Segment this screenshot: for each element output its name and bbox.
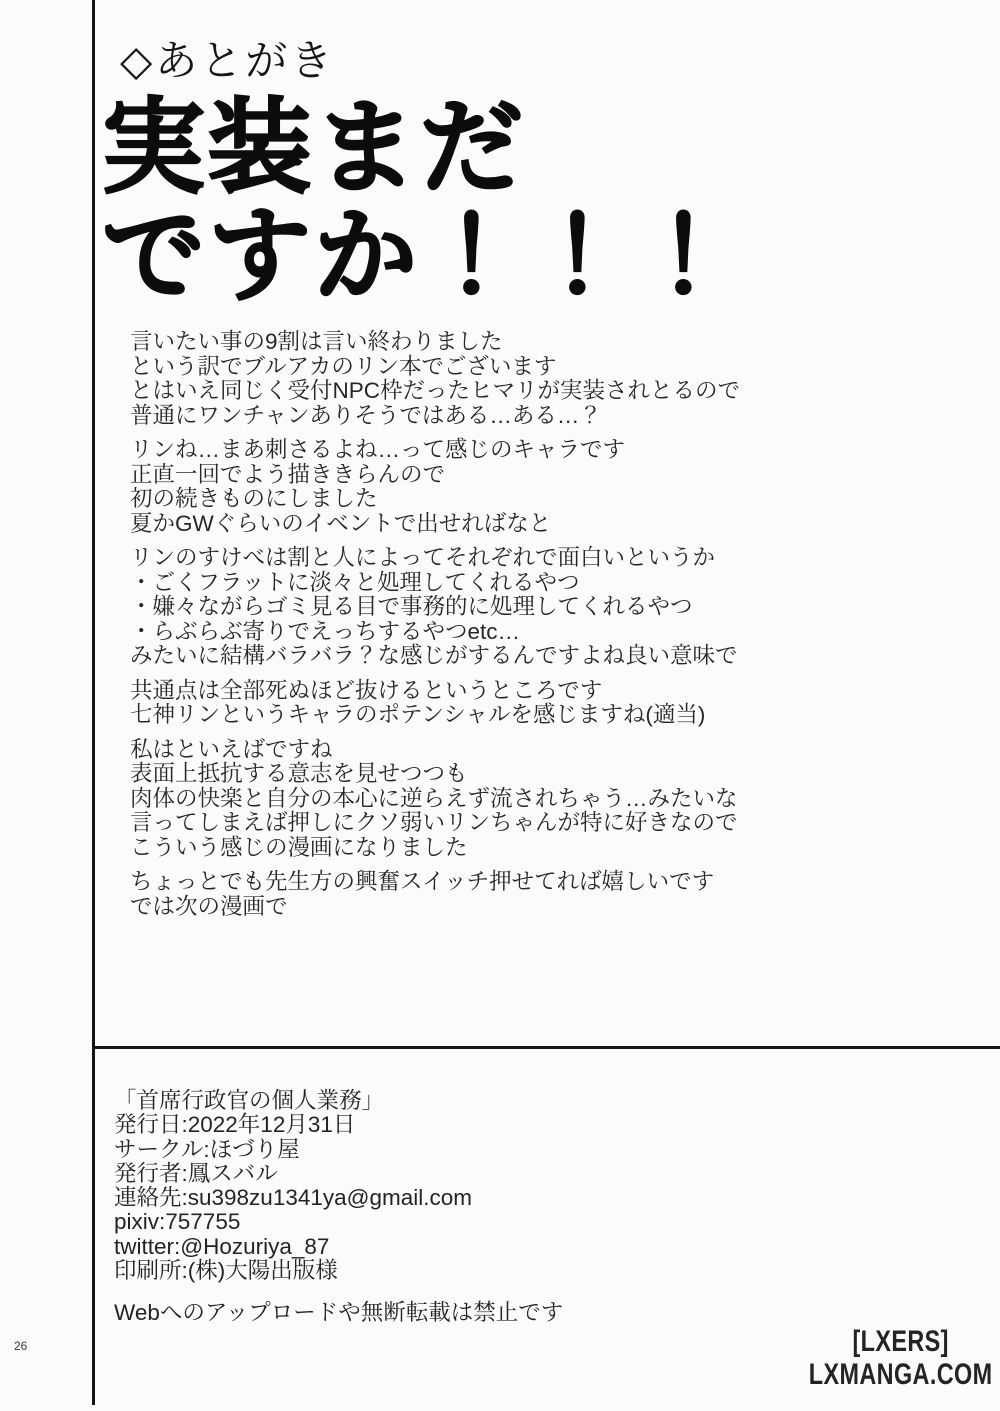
body-line: 言ってしまえば押しにクソ弱いリンちゃんが特に好きなので (130, 810, 738, 835)
paragraph (130, 679, 740, 728)
afterword-section-label: ◇あとがき (120, 37, 336, 84)
colophon-printer: 印刷所:(株)大陽出版様 (114, 1258, 338, 1284)
paragraph (130, 870, 740, 919)
page-left-border-line (92, 0, 95, 1405)
body-line: 肉体の快楽と自分の本心に逆らえず流されちゃう…みたいな (130, 785, 738, 811)
colophon-pixiv-id: pixiv:757755 (114, 1209, 241, 1235)
body-line: 普通にワンチャンありそうではある…ある…？ (130, 402, 602, 428)
body-line: こういう感じの漫画になりました (130, 834, 468, 860)
body-line: ちょっとでも先生方の興奮スイッチ押せてれば嬉しいです (130, 869, 715, 894)
colophon-divider-line (92, 1046, 1000, 1049)
paragraph (130, 738, 740, 861)
watermark-tag: [LXERS] (851, 1325, 949, 1358)
afterword-title (102, 90, 738, 313)
body-line: 言いたい事の9割は言い終わりました (130, 329, 503, 354)
colophon-publish-date: 発行日:2022年12月31日 (114, 1112, 356, 1138)
afterword-body (130, 330, 740, 919)
colophon-contact-email: 連絡先:su398zu1341ya@gmail.com (114, 1185, 473, 1211)
page-number: 26 (14, 1339, 28, 1353)
body-line: リンのすけべは割と人によってそれぞれで面白いというか (130, 545, 716, 570)
body-line: という訳でブルアカのリン本でございます (130, 353, 557, 379)
paragraph (130, 330, 740, 428)
body-line: ・嫌々ながらゴミ見る目で事務的に処理してくれるやつ (130, 594, 693, 619)
body-line: 初の続きものにしました (130, 486, 378, 511)
body-line: みたいに結構バラバラ？な感じがするんですよね良い意味で (130, 643, 738, 668)
body-line: 表面上抵抗する意志を見せつつも (130, 761, 468, 786)
body-line: 七神リンというキャラのポテンシャルを感じますね(適当) (130, 702, 706, 727)
paragraph (130, 438, 740, 536)
body-line: リンね…まあ刺さるよね…って感じのキャラです (130, 437, 626, 462)
body-line: 共通点は全部死ぬほど抜けるというところです (130, 677, 603, 703)
body-line: ・らぶらぶ寄りでえっちするやつetc… (130, 618, 521, 644)
colophon-title: 「首席行政官の個人業務」 (114, 1088, 385, 1113)
body-line: ・ごくフラットに淡々と処理してくれるやつ (130, 569, 580, 595)
afterword-title-line-1: 実装まだ (102, 90, 526, 205)
paragraph (130, 546, 740, 669)
colophon-circle: サークル:ほづり屋 (114, 1136, 300, 1162)
body-line: とはいえ同じく受付NPC枠だったヒマリが実装されとるので (130, 378, 741, 403)
colophon-publisher: 発行者:鳳スバル (114, 1160, 278, 1186)
watermark-site-url: LXMANGA.COM (808, 1358, 992, 1391)
colophon (114, 1089, 472, 1283)
body-line: 私はといえばですね (130, 736, 333, 762)
afterword-title-line-2: ですか！！！ (102, 198, 738, 313)
body-line: では次の漫画で (130, 893, 288, 919)
body-line: 正直一回でよう描ききらんので (130, 461, 446, 487)
site-watermark (808, 1325, 992, 1391)
colophon-twitter-handle: twitter:@Hozuriya_87 (114, 1233, 330, 1259)
body-line: 夏かGWぐらいのイベントで出せればなと (130, 510, 552, 536)
no-reupload-notice: Webへのアップロードや無断転載は禁止です (114, 1300, 564, 1325)
